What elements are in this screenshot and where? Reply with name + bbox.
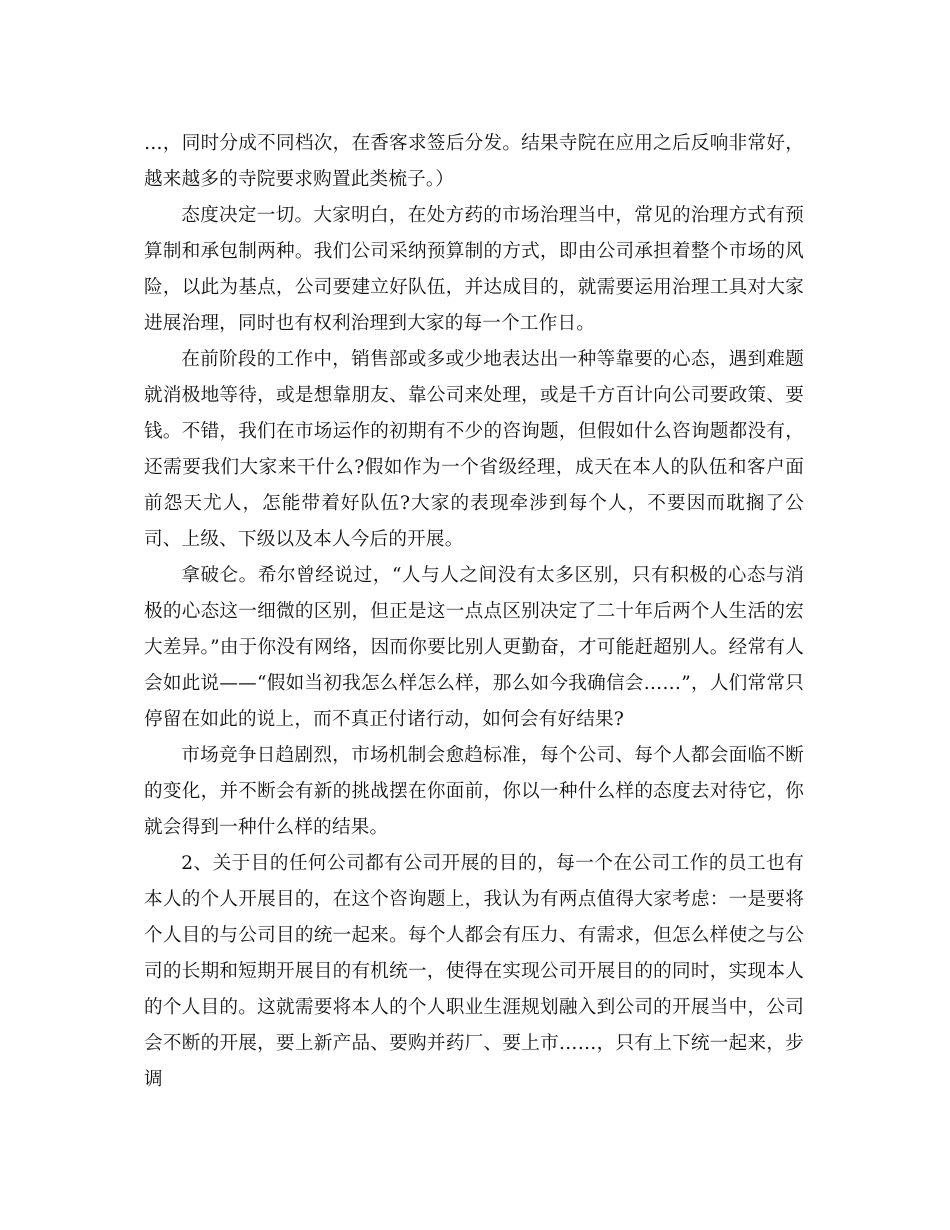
paragraph-continued: …，同时分成不同档次，在香客求签后分发。结果寺院在应用之后反响非常好，越来越多的寺院要求购置此类梳子。） [144,133,804,190]
document-body [144,126,804,1098]
paragraph-previous-stage: 在前阶段的工作中，销售部或多或少地表达出一种等靠要的心态，遇到难题就消极地等待，或是想靠朋友、靠公司来处理，或是千方百计向公司要政策、要钱。不错，我们在市场运作的初期有不少的咨询题，但假如什么咨询题都没有，还需要我们大家来干什么?假如作为一个省级经理，成天在本人的队伍和客户面前怨天尤人，怎能带着好队伍?大家的表现牵涉到每个人，不要因而耽搁了公司、上级、下级以及本人今后的开展。 [144,349,804,550]
paragraph-napoleon-hill: 拿破仑。希尔曾经说过，“人与人之间没有太多区别，只有积极的心态与消极的心态这一细微的区别，但正是这一点点区别决定了二十年后两个人生活的宏大差异。”由于你没有网络，因而你要比别人更勤奋，才可能赶超别人。经常有人会如此说——“假如当初我怎么样怎么样，那么如今我确信会……”，人们常常只停留在如此的说上，而不真正付诸行动，如何会有好结果? [144,565,804,730]
paragraph-market-competition: 市场竞争日趋剧烈，市场机制会愈趋标准，每个公司、每个人都会面临不断的变化，并不断会有新的挑战摆在你面前，你以一种什么样的态度去对待它，你就会得到一种什么样的结果。 [144,745,804,838]
paragraph-attitude: 态度决定一切。大家明白，在处方药的市场治理当中，常见的治理方式有预算制和承包制两种。我们公司采纳预算制的方式，即由公司承担着整个市场的风险，以此为基点，公司要建立好队伍，并达成目的，就需要运用治理工具对大家进展治理，同时也有权利治理到大家的每一个工作日。 [144,205,804,334]
paragraph-goals: 2、关于目的任何公司都有公司开展的目的，每一个在公司工作的员工也有本人的个人开展目的，在这个咨询题上，我认为有两点值得大家考虑：一是要将个人目的与公司目的统一起来。每个人都会有压力、有需求，但怎么样使之与公司的长期和短期开展目的有机统一，使得在实现公司开展目的的同时，实现本人的个人目的。这就需要将本人的个人职业生涯规划融入到公司的开展当中，公司会不断的开展，要上新产品、要购并药厂、要上市……，只有上下统一起来，步调 [144,853,804,1090]
